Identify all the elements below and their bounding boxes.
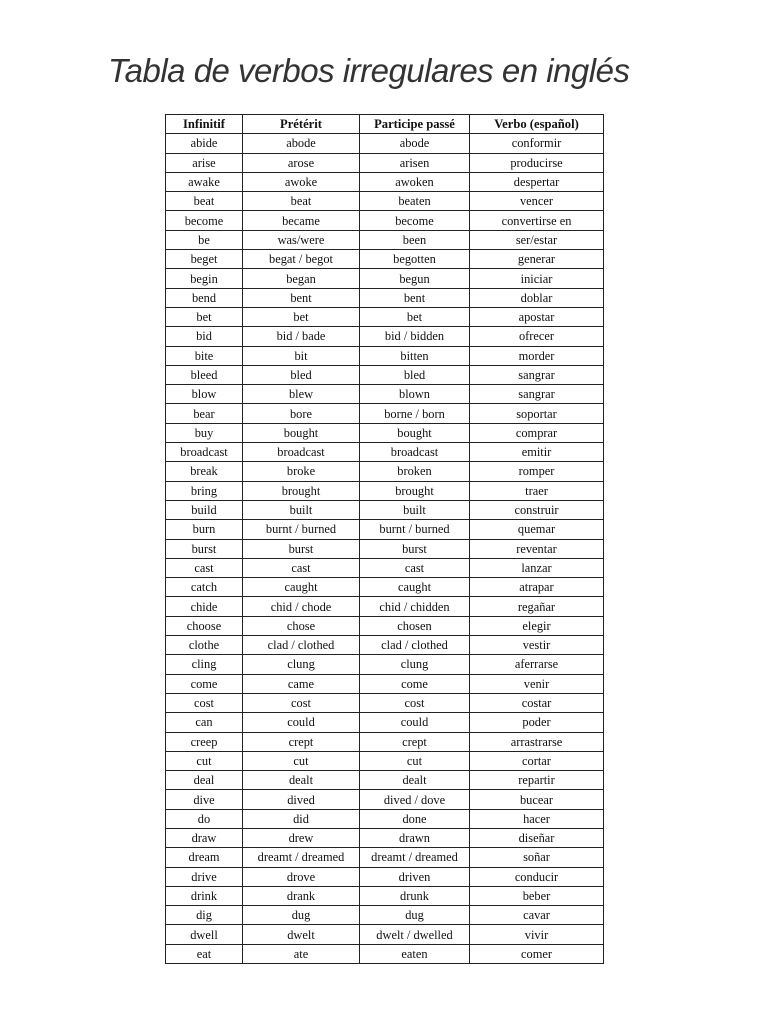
cell-participe-passe: chid / chidden xyxy=(360,597,470,616)
cell-participe-passe: drunk xyxy=(360,886,470,905)
cell-verbo-espanol: vencer xyxy=(470,192,604,211)
cell-participe-passe: borne / born xyxy=(360,404,470,423)
cell-infinitif: bid xyxy=(166,327,243,346)
cell-infinitif: do xyxy=(166,809,243,828)
cell-participe-passe: bid / bidden xyxy=(360,327,470,346)
cell-infinitif: bet xyxy=(166,307,243,326)
cell-verbo-espanol: arrastrarse xyxy=(470,732,604,751)
cell-verbo-espanol: ofrecer xyxy=(470,327,604,346)
cell-participe-passe: built xyxy=(360,500,470,519)
cell-infinitif: arise xyxy=(166,153,243,172)
table-row xyxy=(166,211,604,230)
cell-infinitif: draw xyxy=(166,828,243,847)
header-verbo-espanol: Verbo (español) xyxy=(470,115,604,134)
cell-participe-passe: dealt xyxy=(360,771,470,790)
cell-participe-passe: cut xyxy=(360,751,470,770)
cell-participe-passe: blown xyxy=(360,385,470,404)
header-participe-passe: Participe passé xyxy=(360,115,470,134)
cell-verbo-espanol: hacer xyxy=(470,809,604,828)
cell-participe-passe: begotten xyxy=(360,250,470,269)
cell-preterit: clad / clothed xyxy=(243,636,360,655)
table-body xyxy=(166,134,604,964)
cell-verbo-espanol: romper xyxy=(470,462,604,481)
cell-participe-passe: clung xyxy=(360,655,470,674)
cell-infinitif: become xyxy=(166,211,243,230)
cell-preterit: cut xyxy=(243,751,360,770)
table-row xyxy=(166,269,604,288)
cell-infinitif: awake xyxy=(166,172,243,191)
cell-verbo-espanol: doblar xyxy=(470,288,604,307)
cell-verbo-espanol: apostar xyxy=(470,307,604,326)
cell-infinitif: cling xyxy=(166,655,243,674)
cell-preterit: dreamt / dreamed xyxy=(243,848,360,867)
cell-infinitif: dwell xyxy=(166,925,243,944)
cell-participe-passe: clad / clothed xyxy=(360,636,470,655)
cell-preterit: drank xyxy=(243,886,360,905)
cell-participe-passe: cost xyxy=(360,693,470,712)
cell-verbo-espanol: elegir xyxy=(470,616,604,635)
cell-preterit: dived xyxy=(243,790,360,809)
cell-preterit: bid / bade xyxy=(243,327,360,346)
cell-verbo-espanol: cavar xyxy=(470,906,604,925)
table-row xyxy=(166,365,604,384)
cell-verbo-espanol: poder xyxy=(470,713,604,732)
cell-verbo-espanol: conducir xyxy=(470,867,604,886)
cell-preterit: was/were xyxy=(243,230,360,249)
cell-infinitif: can xyxy=(166,713,243,732)
cell-participe-passe: beaten xyxy=(360,192,470,211)
table-row xyxy=(166,655,604,674)
cell-preterit: came xyxy=(243,674,360,693)
header-infinitif: Infinitif xyxy=(166,115,243,134)
cell-preterit: caught xyxy=(243,578,360,597)
cell-participe-passe: dwelt / dwelled xyxy=(360,925,470,944)
cell-preterit: broadcast xyxy=(243,443,360,462)
cell-infinitif: bend xyxy=(166,288,243,307)
cell-preterit: arose xyxy=(243,153,360,172)
cell-infinitif: cast xyxy=(166,558,243,577)
cell-participe-passe: bitten xyxy=(360,346,470,365)
cell-verbo-espanol: aferrarse xyxy=(470,655,604,674)
cell-infinitif: chide xyxy=(166,597,243,616)
cell-preterit: bent xyxy=(243,288,360,307)
table-row xyxy=(166,848,604,867)
cell-verbo-espanol: beber xyxy=(470,886,604,905)
cell-infinitif: drink xyxy=(166,886,243,905)
cell-preterit: dug xyxy=(243,906,360,925)
cell-verbo-espanol: soñar xyxy=(470,848,604,867)
table-row xyxy=(166,404,604,423)
table-row xyxy=(166,134,604,153)
table-row xyxy=(166,867,604,886)
cell-preterit: cast xyxy=(243,558,360,577)
table-row xyxy=(166,713,604,732)
table-row xyxy=(166,520,604,539)
cell-participe-passe: eaten xyxy=(360,944,470,963)
cell-preterit: drove xyxy=(243,867,360,886)
cell-infinitif: bring xyxy=(166,481,243,500)
cell-infinitif: dig xyxy=(166,906,243,925)
table-row xyxy=(166,443,604,462)
table-header-row xyxy=(166,115,604,134)
cell-preterit: chose xyxy=(243,616,360,635)
cell-verbo-espanol: iniciar xyxy=(470,269,604,288)
cell-infinitif: bite xyxy=(166,346,243,365)
cell-verbo-espanol: morder xyxy=(470,346,604,365)
cell-infinitif: dream xyxy=(166,848,243,867)
table-row xyxy=(166,462,604,481)
cell-verbo-espanol: cortar xyxy=(470,751,604,770)
table-row xyxy=(166,751,604,770)
cell-verbo-espanol: ser/estar xyxy=(470,230,604,249)
table-row xyxy=(166,616,604,635)
cell-participe-passe: bent xyxy=(360,288,470,307)
table-row xyxy=(166,423,604,442)
table-row xyxy=(166,385,604,404)
cell-preterit: begat / begot xyxy=(243,250,360,269)
table-row xyxy=(166,500,604,519)
table-row xyxy=(166,250,604,269)
cell-preterit: burnt / burned xyxy=(243,520,360,539)
cell-preterit: ate xyxy=(243,944,360,963)
cell-verbo-espanol: soportar xyxy=(470,404,604,423)
cell-infinitif: catch xyxy=(166,578,243,597)
cell-verbo-espanol: repartir xyxy=(470,771,604,790)
cell-participe-passe: abode xyxy=(360,134,470,153)
cell-verbo-espanol: convertirse en xyxy=(470,211,604,230)
cell-infinitif: clothe xyxy=(166,636,243,655)
cell-infinitif: bear xyxy=(166,404,243,423)
cell-preterit: drew xyxy=(243,828,360,847)
table-row xyxy=(166,539,604,558)
cell-preterit: built xyxy=(243,500,360,519)
cell-infinitif: cut xyxy=(166,751,243,770)
cell-verbo-espanol: comer xyxy=(470,944,604,963)
cell-preterit: dwelt xyxy=(243,925,360,944)
table-row xyxy=(166,327,604,346)
cell-participe-passe: bet xyxy=(360,307,470,326)
cell-preterit: bit xyxy=(243,346,360,365)
table-row xyxy=(166,597,604,616)
cell-verbo-espanol: atrapar xyxy=(470,578,604,597)
table-row xyxy=(166,771,604,790)
table-row xyxy=(166,790,604,809)
cell-preterit: did xyxy=(243,809,360,828)
cell-participe-passe: broadcast xyxy=(360,443,470,462)
cell-infinitif: break xyxy=(166,462,243,481)
cell-preterit: bore xyxy=(243,404,360,423)
cell-infinitif: dive xyxy=(166,790,243,809)
cell-participe-passe: chosen xyxy=(360,616,470,635)
cell-preterit: became xyxy=(243,211,360,230)
cell-verbo-espanol: producirse xyxy=(470,153,604,172)
cell-preterit: blew xyxy=(243,385,360,404)
cell-verbo-espanol: diseñar xyxy=(470,828,604,847)
cell-preterit: bet xyxy=(243,307,360,326)
cell-participe-passe: brought xyxy=(360,481,470,500)
cell-infinitif: burst xyxy=(166,539,243,558)
table-row xyxy=(166,153,604,172)
cell-preterit: chid / chode xyxy=(243,597,360,616)
table-row xyxy=(166,307,604,326)
table-row xyxy=(166,288,604,307)
table-row xyxy=(166,886,604,905)
table-row xyxy=(166,192,604,211)
table-row xyxy=(166,693,604,712)
cell-preterit: bought xyxy=(243,423,360,442)
cell-infinitif: abide xyxy=(166,134,243,153)
cell-infinitif: beat xyxy=(166,192,243,211)
cell-participe-passe: burnt / burned xyxy=(360,520,470,539)
cell-verbo-espanol: comprar xyxy=(470,423,604,442)
table-row xyxy=(166,346,604,365)
cell-participe-passe: been xyxy=(360,230,470,249)
cell-participe-passe: bought xyxy=(360,423,470,442)
cell-infinitif: buy xyxy=(166,423,243,442)
cell-verbo-espanol: lanzar xyxy=(470,558,604,577)
cell-participe-passe: dug xyxy=(360,906,470,925)
cell-infinitif: bleed xyxy=(166,365,243,384)
cell-participe-passe: dreamt / dreamed xyxy=(360,848,470,867)
cell-verbo-espanol: construir xyxy=(470,500,604,519)
page-title: Tabla de verbos irregulares en inglés xyxy=(108,52,630,89)
cell-verbo-espanol: vestir xyxy=(470,636,604,655)
table-row xyxy=(166,578,604,597)
cell-participe-passe: broken xyxy=(360,462,470,481)
cell-preterit: beat xyxy=(243,192,360,211)
cell-infinitif: blow xyxy=(166,385,243,404)
cell-infinitif: beget xyxy=(166,250,243,269)
cell-infinitif: deal xyxy=(166,771,243,790)
table-row xyxy=(166,828,604,847)
cell-preterit: crept xyxy=(243,732,360,751)
cell-verbo-espanol: vivir xyxy=(470,925,604,944)
cell-preterit: brought xyxy=(243,481,360,500)
cell-verbo-espanol: despertar xyxy=(470,172,604,191)
cell-verbo-espanol: sangrar xyxy=(470,365,604,384)
cell-infinitif: be xyxy=(166,230,243,249)
cell-preterit: broke xyxy=(243,462,360,481)
cell-verbo-espanol: emitir xyxy=(470,443,604,462)
cell-verbo-espanol: traer xyxy=(470,481,604,500)
cell-infinitif: drive xyxy=(166,867,243,886)
cell-preterit: began xyxy=(243,269,360,288)
cell-verbo-espanol: regañar xyxy=(470,597,604,616)
cell-infinitif: cost xyxy=(166,693,243,712)
table-row xyxy=(166,809,604,828)
table-row xyxy=(166,481,604,500)
cell-infinitif: build xyxy=(166,500,243,519)
cell-preterit: cost xyxy=(243,693,360,712)
cell-participe-passe: caught xyxy=(360,578,470,597)
cell-participe-passe: could xyxy=(360,713,470,732)
cell-preterit: could xyxy=(243,713,360,732)
cell-participe-passe: come xyxy=(360,674,470,693)
cell-infinitif: broadcast xyxy=(166,443,243,462)
cell-verbo-espanol: quemar xyxy=(470,520,604,539)
cell-participe-passe: done xyxy=(360,809,470,828)
cell-participe-passe: begun xyxy=(360,269,470,288)
cell-participe-passe: dived / dove xyxy=(360,790,470,809)
cell-infinitif: begin xyxy=(166,269,243,288)
cell-participe-passe: driven xyxy=(360,867,470,886)
cell-verbo-espanol: venir xyxy=(470,674,604,693)
cell-preterit: dealt xyxy=(243,771,360,790)
cell-verbo-espanol: bucear xyxy=(470,790,604,809)
cell-verbo-espanol: costar xyxy=(470,693,604,712)
table-row xyxy=(166,906,604,925)
cell-infinitif: creep xyxy=(166,732,243,751)
table-row xyxy=(166,674,604,693)
cell-verbo-espanol: reventar xyxy=(470,539,604,558)
cell-participe-passe: bled xyxy=(360,365,470,384)
cell-participe-passe: crept xyxy=(360,732,470,751)
cell-preterit: abode xyxy=(243,134,360,153)
cell-verbo-espanol: sangrar xyxy=(470,385,604,404)
cell-participe-passe: awoken xyxy=(360,172,470,191)
cell-preterit: clung xyxy=(243,655,360,674)
cell-participe-passe: become xyxy=(360,211,470,230)
cell-verbo-espanol: generar xyxy=(470,250,604,269)
cell-participe-passe: arisen xyxy=(360,153,470,172)
cell-infinitif: eat xyxy=(166,944,243,963)
table-row xyxy=(166,636,604,655)
table-row xyxy=(166,230,604,249)
table-row xyxy=(166,172,604,191)
table-row xyxy=(166,558,604,577)
header-preterit: Prétérit xyxy=(243,115,360,134)
cell-infinitif: choose xyxy=(166,616,243,635)
table-row xyxy=(166,944,604,963)
table-row xyxy=(166,732,604,751)
cell-preterit: bled xyxy=(243,365,360,384)
cell-verbo-espanol: conformir xyxy=(470,134,604,153)
cell-preterit: burst xyxy=(243,539,360,558)
cell-infinitif: come xyxy=(166,674,243,693)
irregular-verbs-table xyxy=(165,114,604,964)
cell-participe-passe: drawn xyxy=(360,828,470,847)
table-row xyxy=(166,925,604,944)
cell-preterit: awoke xyxy=(243,172,360,191)
cell-participe-passe: burst xyxy=(360,539,470,558)
cell-participe-passe: cast xyxy=(360,558,470,577)
cell-infinitif: burn xyxy=(166,520,243,539)
